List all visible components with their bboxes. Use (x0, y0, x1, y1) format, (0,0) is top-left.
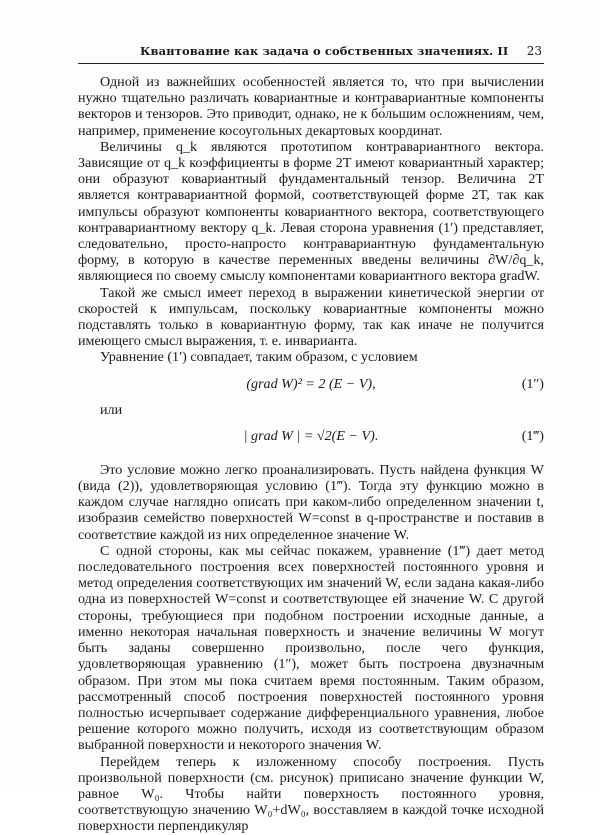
equation-1: (grad W)² = 2 (E − V), (246, 375, 376, 392)
equation-1-label: (1″) (521, 375, 544, 392)
paragraph-6: С одной стороны, как мы сейчас покажем, уравнение (1‴) дает метод последовательного построения всех поверхностей постоянного уровня и метод определения соответствующих им значений W, если задана какая-либо одна из поверхностей W=const и соответствующее ей значение W. С другой стороны, требующиеся при подобном построении исходные данные, а именно некоторая начальная поверхность и значение величины W могут быть заданы совершенно произвольно, после чего функция, удовлетворяющая уравнению (1″), может быть построена двузначным образом. При этом мы пока считаем время постоянным. Таким образом, рассмотренный способ построения поверхностей постоянного уровня полностью исчерпывает содержание дифференциального уравнения, любое решение которого можно получить, исходя из соответствующим образом выбранной поверхности и некоторого значения W. (78, 542, 544, 754)
paragraph-5: Это условие можно легко проанализировать. Пусть найдена функция W (вида (2)), удовлетворяющая условию (1‴). Тогда эту функцию можно в каждом случае наглядно описать при каком-либо определенном значении t, изобразив семейство поверхностей W=const в q-пространстве и поставив в соответствие каждой из них определенное значение W. (78, 461, 544, 543)
equation-2: | grad W | = √2(E − V). (243, 427, 379, 444)
paragraph-4: Уравнение (1′) совпадает, таким образом, с условием (100, 349, 418, 366)
connector-word: или (100, 401, 123, 418)
spacer (78, 454, 544, 462)
paragraph-7: Перейдем теперь к изложенному способу построения. Пусть произвольной поверхности (см. рисунок) приписано значение функции W, равное W₀. Чтобы найти поверхность постоянного уровня, соответствующую значению W₀+dW₀, восставляем в каждой точке исходной поверхности перпендикуляр (78, 753, 544, 835)
running-head-title: Квантование как задача о собственных значениях. II (140, 44, 509, 58)
paragraph-2: Величины q_k являются прототипом контравариантного вектора. Зависящие от q_k коэффициенты в форме 2T имеют ковариантный характер; они образуют ковариантный фундаментальный тензор. Величина 2T является контравариантной формой, соответствующей форме 2T, так как импульсы образуют компоненты ковариантного вектора, соответствующего контравариантному вектору q_k. Левая сторона уравнения (1′) представляет, следовательно, просто-напросто контравариантную фундаментальную форму, в которую в качестве переменных введены величины ∂W/∂q_k, являющиеся по своему смыслу компонентами ковариантного вектора gradW. (78, 138, 544, 285)
equation-1-row (78, 374, 544, 396)
running-head (78, 44, 544, 64)
equation-2-row (78, 426, 544, 448)
body-text (78, 74, 544, 835)
equation-2-label: (1‴) (521, 427, 544, 444)
paragraph-1: Одной из важнейших особенностей является то, что при вычислении нужно тщательно различать ковариантные и контравариантные компоненты векторов и тензоров. Это приводит, однако, не к бо́льшим осложнениям, чем, например, применение косоугольных декартовых координат. (78, 74, 544, 139)
header-rule (78, 63, 544, 64)
paragraph-3: Такой же смысл имеет переход в выражении кинетической энергии от скоростей к импульсам, поскольку ковариантные компоненты можно подставлять только в ковариантную форму, так как иначе не получится имеющего смысл выражения, т. е. инварианта. (78, 284, 544, 350)
connector-or (78, 402, 544, 418)
page-number: 23 (526, 44, 542, 58)
